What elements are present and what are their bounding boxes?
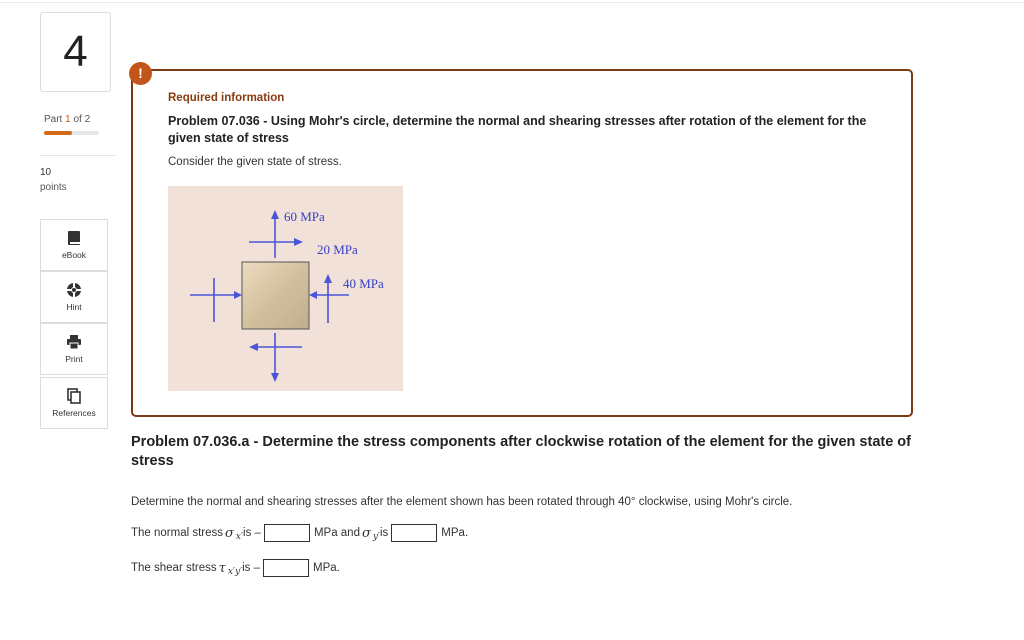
shear-stress-line	[131, 559, 340, 577]
sidebar-divider	[40, 155, 115, 156]
alert-icon: !	[129, 62, 152, 85]
part-prefix: Part	[44, 114, 66, 125]
shear-is-text: is –	[242, 562, 261, 574]
part-progress-fill	[44, 131, 72, 135]
tau-symbol: τ	[218, 560, 226, 576]
normal-suffix: MPa.	[441, 527, 469, 539]
lifebuoy-icon	[66, 282, 82, 298]
tau-answer-input[interactable]	[263, 559, 309, 577]
part-indicator	[44, 114, 90, 125]
print-label: Print	[65, 354, 83, 364]
ebook-button[interactable]	[40, 219, 108, 271]
part-current: 1	[65, 114, 71, 125]
sigma-y-answer-input[interactable]	[391, 524, 437, 542]
consider-text: Consider the given state of stress.	[168, 156, 342, 168]
stress-element-figure	[168, 186, 403, 391]
sigma-x-answer-input[interactable]	[264, 524, 310, 542]
hint-button[interactable]	[40, 271, 108, 323]
normal-mid-text: MPa and	[313, 527, 360, 539]
label-40mpa: 40 MPa	[343, 276, 384, 291]
hint-label: Hint	[66, 302, 82, 312]
sigma-y-subscript: y′	[372, 532, 380, 542]
book-icon	[66, 230, 82, 246]
normal-is-text-1: is –	[243, 527, 261, 539]
ebook-label: eBook	[61, 250, 87, 260]
sigma-x-subscript: x′	[235, 532, 244, 542]
label-20mpa: 20 MPa	[317, 242, 358, 257]
sigma-y-symbol: σ	[361, 525, 371, 541]
sigma-x-symbol: σ	[225, 525, 234, 541]
stress-diagram	[168, 186, 403, 391]
top-divider	[0, 2, 1024, 3]
printer-icon	[66, 334, 82, 350]
normal-stress-line	[131, 524, 468, 542]
points-value: 10	[40, 167, 52, 178]
references-button[interactable]	[40, 377, 108, 429]
part-a-description: Determine the normal and shearing stresses after the element shown has been rotated through 40° clockwise, using Mohr's circle.	[131, 496, 793, 508]
label-60mpa: 60 MPa	[284, 209, 325, 224]
print-button[interactable]	[40, 323, 108, 375]
references-label: References	[52, 408, 96, 418]
problem-statement: Problem 07.036 - Using Mohr's circle, determine the normal and shearing stresses after rotation of the element for the given state of stress	[168, 114, 867, 145]
shear-suffix: MPa.	[313, 562, 340, 574]
required-info-title: Required information	[168, 92, 285, 104]
shear-stress-prefix: The shear stress	[131, 562, 217, 574]
points-label: points	[40, 182, 67, 193]
question-number: 4	[40, 12, 111, 92]
stress-element-square	[242, 262, 309, 329]
copy-icon	[66, 388, 82, 404]
tau-subscript: x′y′	[227, 567, 243, 577]
part-a-title: Problem 07.036.a - Determine the stress components after clockwise rotation of the element for the given state of stress	[131, 434, 911, 469]
normal-stress-prefix: The normal stress	[131, 527, 224, 539]
normal-is-text-2: is	[379, 527, 389, 539]
part-progress-bar	[44, 131, 99, 135]
part-of: of 2	[70, 114, 91, 125]
